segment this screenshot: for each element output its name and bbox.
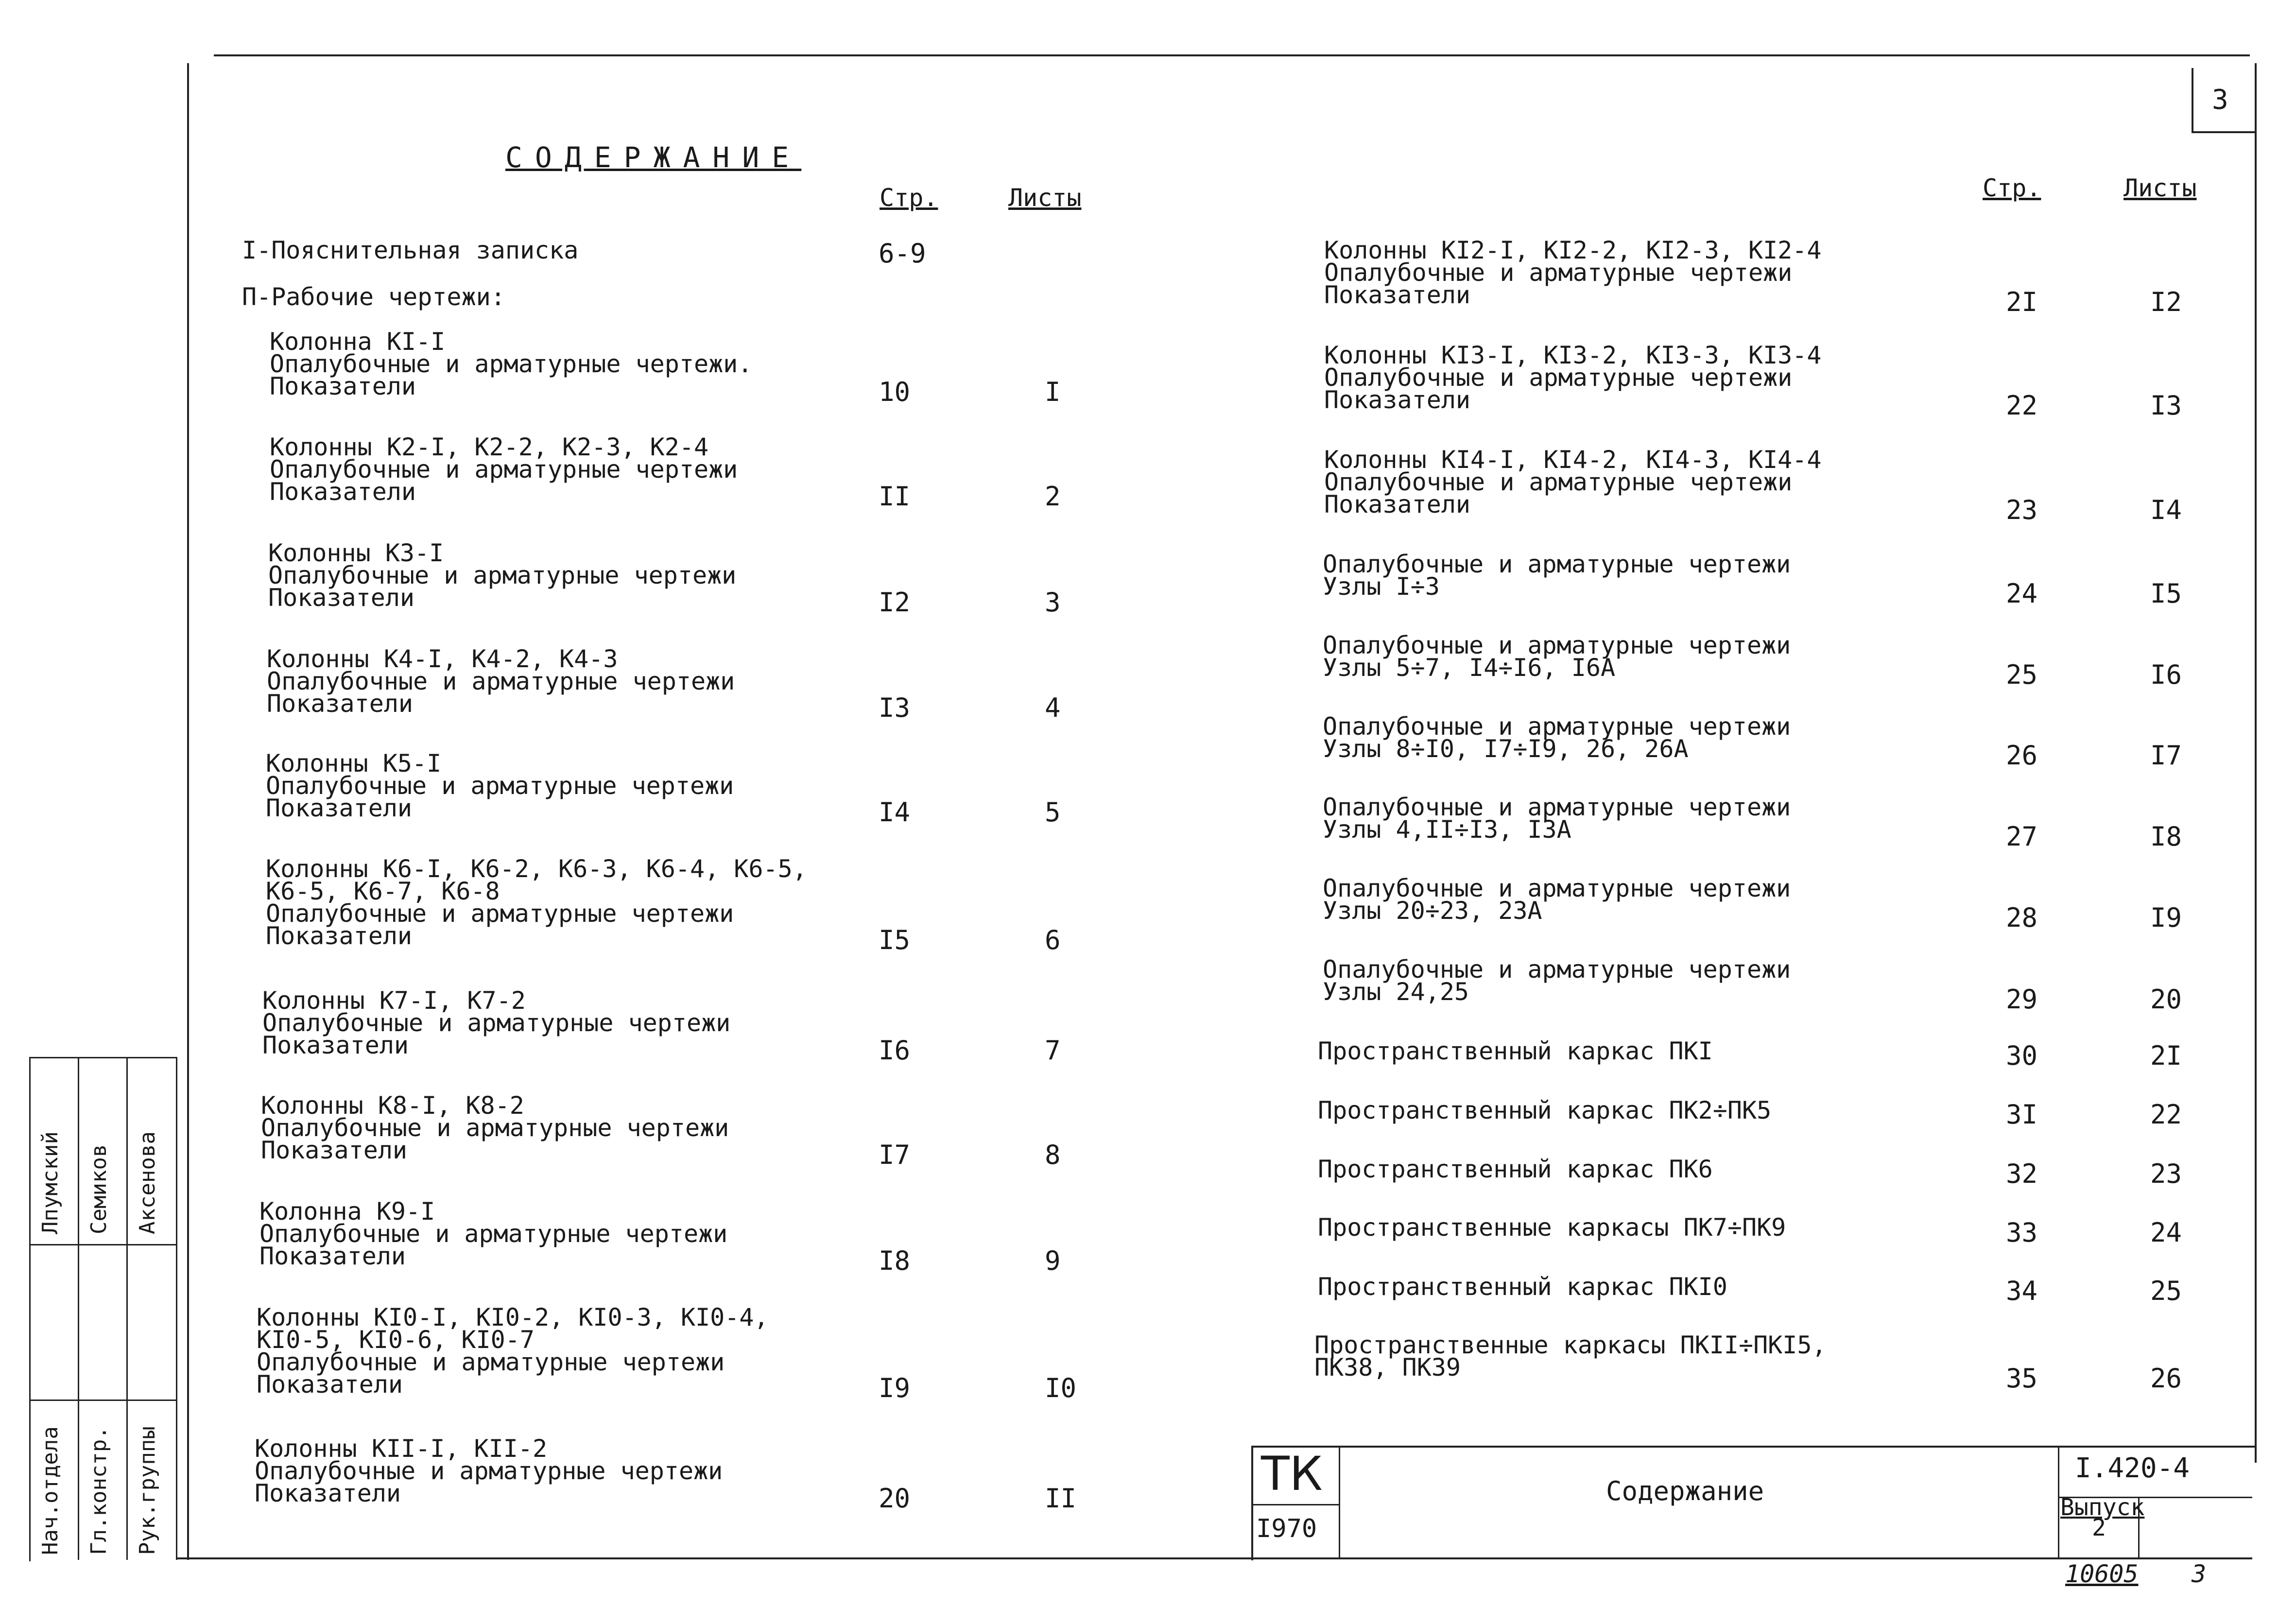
stamp-divider-2 xyxy=(2058,1446,2059,1558)
frame-top-line xyxy=(214,54,2250,56)
left-entry-line: Показатели xyxy=(259,1242,406,1270)
left-entry-line: Опалубочные и арматурные чертежи xyxy=(266,772,734,800)
left-entry-line: Опалубочные и арматурные чертежи xyxy=(268,561,737,589)
right-entry-line: Опалубочные и арматурные чертежи xyxy=(1324,363,1793,392)
signature-surname: Семиков xyxy=(86,1144,111,1234)
right-entry-line: Показатели xyxy=(1324,386,1471,414)
right-entry-sheet: I3 xyxy=(2150,390,2182,421)
right-entry-line: Колонны КI4-I, КI4-2, КI4-3, КI4-4 xyxy=(1324,446,1822,474)
right-entry-line: Опалубочные и арматурные чертежи xyxy=(1324,468,1793,496)
left-entry xyxy=(266,749,734,822)
frame-right-line xyxy=(2255,63,2257,1463)
right-entry xyxy=(1318,1037,1713,1065)
left-entry-line: Колонны К8-I, К8-2 xyxy=(261,1091,524,1120)
left-entry-line: Опалубочные и арматурные чертежи xyxy=(257,1348,725,1376)
right-entry-line: Узлы 24,25 xyxy=(1323,978,1469,1006)
left-entry-line: Опалубочные и арматурные чертежи xyxy=(267,667,735,695)
left-entry-sheet: 6 xyxy=(1045,925,1061,955)
right-entry-page: 29 xyxy=(2006,984,2038,1015)
right-sheets-header: Листы xyxy=(2123,174,2197,202)
right-entry-line: Показатели xyxy=(1324,281,1471,309)
right-entry-line: Опалубочные и арматурные чертежи xyxy=(1323,712,1791,741)
left-entry-line: Колонны КII-I, КII-2 xyxy=(255,1434,548,1463)
left-entry xyxy=(268,539,737,612)
left-entry-line: Колонны К6-I, К6-2, К6-3, К6-4, К6-5, xyxy=(266,855,807,883)
right-entry-page: 35 xyxy=(2006,1363,2038,1394)
left-entry-sheet: 3 xyxy=(1045,587,1061,618)
left-entry-sheet: 4 xyxy=(1045,692,1061,723)
right-entry-sheet: 26 xyxy=(2150,1363,2182,1394)
left-entry-line: Показатели xyxy=(262,1031,409,1059)
left-entry-line: Показатели xyxy=(268,584,415,612)
right-entry-line: Узлы 20÷23, 23А xyxy=(1323,897,1542,925)
left-entry-sheet: I0 xyxy=(1045,1373,1077,1403)
left-entry-page: I6 xyxy=(879,1035,911,1066)
left-entry-sheet: I xyxy=(1045,377,1061,407)
left-entry-sheet: 8 xyxy=(1045,1140,1061,1170)
stamp-org: ТК xyxy=(1261,1447,1323,1501)
right-entry-line: Пространственные каркасы ПКII÷ПКI5, xyxy=(1314,1331,1827,1359)
left-entry-page: I7 xyxy=(879,1140,911,1170)
signature-role: Нач.отдела xyxy=(38,1426,63,1555)
right-entry-line: Опалубочные и арматурные чертежи xyxy=(1323,874,1791,902)
left-entry-sheet: 5 xyxy=(1045,797,1061,828)
right-entry-sheet: 2I xyxy=(2150,1040,2182,1071)
signature-surname: Лпумский xyxy=(38,1131,63,1234)
signature-hline-1 xyxy=(29,1400,176,1401)
right-entry-line: Опалубочные и арматурные чертежи xyxy=(1323,631,1791,659)
right-entry xyxy=(1324,236,1822,309)
right-entry xyxy=(1324,341,1822,414)
left-entry xyxy=(242,236,579,264)
right-entry-line: Пространственный каркас ПК2÷ПК5 xyxy=(1318,1096,1772,1124)
right-entry-page: 32 xyxy=(2006,1158,2038,1189)
left-entry xyxy=(262,986,731,1059)
right-entry-page: 33 xyxy=(2006,1217,2038,1248)
right-entry xyxy=(1318,1213,1786,1242)
right-entry-sheet: I7 xyxy=(2150,740,2182,771)
signature-divider-2 xyxy=(126,1057,128,1560)
left-entry-page: I3 xyxy=(879,692,911,723)
left-entry xyxy=(259,1197,728,1270)
left-entry-line: Показатели xyxy=(257,1370,403,1399)
left-entry-line: Опалубочные и арматурные чертежи xyxy=(255,1457,723,1485)
right-entry-sheet: I4 xyxy=(2150,495,2182,525)
signature-role: Рук.группы xyxy=(135,1426,160,1555)
right-entry-line: Пространственные каркасы ПК7÷ПК9 xyxy=(1318,1213,1786,1242)
right-entry-line: Колонны КI2-I, КI2-2, КI2-3, КI2-4 xyxy=(1324,236,1822,264)
right-entry xyxy=(1323,550,1791,601)
right-entry-line: Пространственный каркас ПК6 xyxy=(1318,1155,1713,1183)
left-entry xyxy=(242,283,505,311)
right-entry xyxy=(1323,712,1791,763)
right-entry-sheet: I8 xyxy=(2150,821,2182,852)
right-entry-line: Пространственный каркас ПКI xyxy=(1318,1037,1713,1065)
left-entry-line: Показатели xyxy=(270,478,416,506)
right-entry-line: Узлы 4,II÷I3, I3А xyxy=(1323,815,1571,844)
right-entry-page: 2I xyxy=(2006,287,2038,317)
left-entry-line: Опалубочные и арматурные чертежи xyxy=(259,1220,728,1248)
left-entry xyxy=(270,328,753,400)
right-entry-line: Узлы 8÷I0, I7÷I9, 26, 26А xyxy=(1323,735,1689,763)
left-entry-line: Показатели xyxy=(267,690,414,718)
left-sheets-header: Листы xyxy=(1008,184,1082,212)
left-entry-page: I5 xyxy=(879,925,911,955)
left-entry-page: 6-9 xyxy=(879,238,926,269)
right-entry xyxy=(1323,874,1791,925)
right-entry-line: Показатели xyxy=(1324,490,1471,518)
left-entry-line: Колонны К3-I xyxy=(268,539,444,567)
right-entry-page: 34 xyxy=(2006,1276,2038,1306)
left-entry-line: Опалубочные и арматурные чертежи xyxy=(270,455,738,484)
right-entry xyxy=(1318,1155,1713,1183)
right-entry xyxy=(1323,631,1791,682)
right-entry-page: 24 xyxy=(2006,578,2038,609)
left-entry-line: Показатели xyxy=(255,1479,401,1507)
right-entry-line: ПК38, ПК39 xyxy=(1314,1353,1461,1382)
right-entry xyxy=(1318,1273,1727,1301)
left-entry-sheet: II xyxy=(1045,1483,1077,1514)
stamp-sheet: 3 xyxy=(2192,1560,2207,1588)
page-number: 3 xyxy=(2212,84,2228,116)
left-entry-line: П-Рабочие чертежи: xyxy=(242,283,505,311)
left-entry-sheet: 2 xyxy=(1045,481,1061,512)
left-entry-page: II xyxy=(879,481,911,512)
left-entry-page: I2 xyxy=(879,587,911,618)
stamp-inventory: 10605 xyxy=(2065,1560,2139,1588)
right-entry-line: Опалубочные и арматурные чертежи xyxy=(1323,793,1791,821)
right-entry-line: Колонны КI3-I, КI3-2, КI3-3, КI3-4 xyxy=(1324,341,1822,369)
right-entry-page: 27 xyxy=(2006,821,2038,852)
right-entry xyxy=(1318,1096,1772,1124)
left-entry-line: Колонны К5-I xyxy=(266,749,442,778)
signature-role: Гл.констр. xyxy=(86,1426,111,1555)
left-entry-line: К6-5, К6-7, К6-8 xyxy=(266,877,500,905)
right-entry-line: Опалубочные и арматурные чертежи xyxy=(1323,550,1791,578)
right-entry xyxy=(1323,793,1791,844)
right-entry-sheet: I2 xyxy=(2150,287,2182,317)
left-entry-page: 20 xyxy=(879,1483,911,1514)
left-entry-line: I-Пояснительная записка xyxy=(242,236,579,264)
right-entry-sheet: I9 xyxy=(2150,902,2182,933)
left-entry-line: Показатели xyxy=(266,794,413,822)
left-entry xyxy=(267,645,735,718)
stamp-name: Содержание xyxy=(1606,1476,1764,1506)
right-entry-page: 23 xyxy=(2006,495,2038,525)
right-entry-sheet: I6 xyxy=(2150,659,2182,690)
right-entry-page: 26 xyxy=(2006,740,2038,771)
right-entry xyxy=(1324,446,1822,518)
right-entry xyxy=(1314,1331,1827,1382)
page-title: СОДЕРЖАНИЕ xyxy=(505,141,802,174)
left-entry-line: Колонна К9-I xyxy=(259,1197,435,1226)
left-entry xyxy=(261,1091,729,1164)
left-entry-line: Показатели xyxy=(261,1136,408,1164)
left-entry-line: Опалубочные и арматурные чертежи. xyxy=(270,350,753,378)
stamp-issue-number: 2 xyxy=(2092,1514,2106,1541)
stamp-series: I.420-4 xyxy=(2075,1452,2190,1484)
right-page-header: Стр. xyxy=(1983,174,2041,202)
left-entry-line: Показатели xyxy=(266,922,413,950)
right-entry-sheet: 25 xyxy=(2150,1276,2182,1306)
frame-left-line xyxy=(187,63,189,1560)
left-entry-line: Показатели xyxy=(270,372,416,400)
right-entry-sheet: 24 xyxy=(2150,1217,2182,1248)
left-entry-line: Колонна КI-I xyxy=(270,328,446,356)
left-entry-line: Опалубочные и арматурные чертежи xyxy=(266,899,734,928)
left-entry-line: Колонны К2-I, К2-2, К2-3, К2-4 xyxy=(270,433,709,461)
left-entry-page: I8 xyxy=(879,1245,911,1276)
left-entry xyxy=(257,1303,769,1399)
right-entry-line: Узлы I÷3 xyxy=(1323,572,1440,601)
right-entry-line: Опалубочные и арматурные чертежи xyxy=(1324,259,1793,287)
stamp-year: I970 xyxy=(1256,1514,1317,1543)
right-entry-line: Узлы 5÷7, I4÷I6, I6А xyxy=(1323,654,1616,682)
left-entry-sheet: 7 xyxy=(1045,1035,1061,1066)
left-entry-line: Колонны К4-I, К4-2, К4-3 xyxy=(267,645,618,673)
right-entry-sheet: 23 xyxy=(2150,1158,2182,1189)
signature-hline-2 xyxy=(29,1244,176,1245)
stamp-hline-left xyxy=(1251,1504,1339,1505)
right-entry-sheet: I5 xyxy=(2150,578,2182,609)
left-entry-line: КI0-5, КI0-6, КI0-7 xyxy=(257,1326,535,1354)
left-entry-line: Колонны КI0-I, КI0-2, КI0-3, КI0-4, xyxy=(257,1303,769,1331)
right-entry-sheet: 22 xyxy=(2150,1099,2182,1130)
right-entry-page: 3I xyxy=(2006,1099,2038,1130)
right-entry xyxy=(1323,955,1791,1006)
right-entry-page: 28 xyxy=(2006,902,2038,933)
signature-surname: Аксенова xyxy=(135,1131,160,1234)
right-entry-line: Пространственный каркас ПКI0 xyxy=(1318,1273,1727,1301)
right-entry-page: 25 xyxy=(2006,659,2038,690)
left-entry-page: I9 xyxy=(879,1373,911,1403)
stamp-issue-label: Выпуск xyxy=(2060,1494,2145,1521)
left-entry xyxy=(255,1434,723,1507)
stamp-divider-1 xyxy=(1339,1446,1340,1558)
left-entry-page: I4 xyxy=(879,797,911,828)
left-entry xyxy=(266,855,807,950)
left-entry-page: 10 xyxy=(879,377,911,407)
left-entry xyxy=(270,433,738,506)
right-entry-page: 30 xyxy=(2006,1040,2038,1071)
right-entry-page: 22 xyxy=(2006,390,2038,421)
left-entry-sheet: 9 xyxy=(1045,1245,1061,1276)
left-entry-line: Опалубочные и арматурные чертежи xyxy=(261,1114,729,1142)
left-entry-line: Опалубочные и арматурные чертежи xyxy=(262,1009,731,1037)
signature-divider-1 xyxy=(78,1057,79,1560)
left-entry-line: Колонны К7-I, К7-2 xyxy=(262,986,526,1015)
right-entry-sheet: 20 xyxy=(2150,984,2182,1015)
right-entry-line: Опалубочные и арматурные чертежи xyxy=(1323,955,1791,984)
left-page-header: Стр. xyxy=(880,184,938,212)
